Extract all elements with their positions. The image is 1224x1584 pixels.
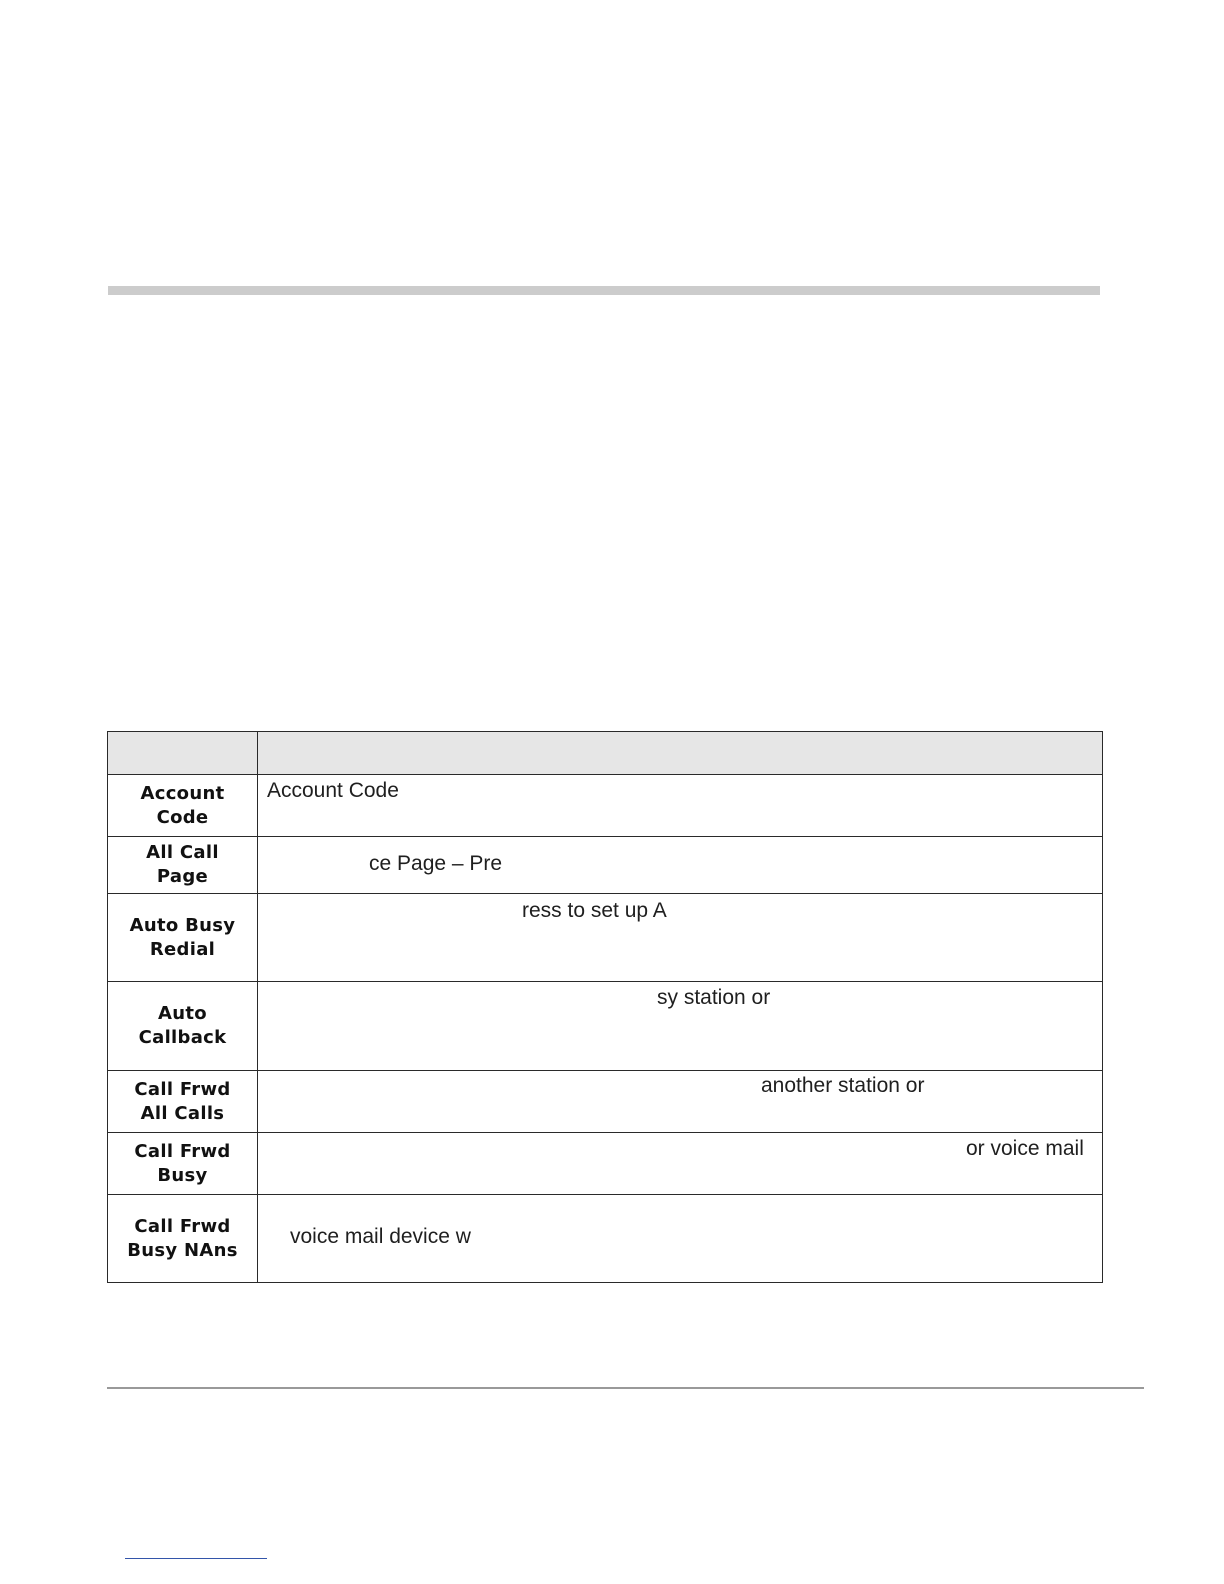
feature-key-line: Callback: [138, 1027, 227, 1048]
table-header-cell-key: [108, 732, 258, 775]
feature-key-cell: [108, 1071, 258, 1133]
feature-description-cell: [258, 837, 1103, 894]
feature-description-text: sy station or: [657, 986, 771, 1009]
table-row: [108, 894, 1103, 982]
table-header-row: [108, 732, 1103, 775]
table-row: [108, 982, 1103, 1071]
feature-description-cell: [258, 1195, 1103, 1283]
feature-description-cell: [258, 1133, 1103, 1195]
footer-divider-line: [107, 1387, 1144, 1389]
feature-key-line: Call Frwd: [134, 1078, 231, 1100]
feature-key-cell: [108, 982, 258, 1071]
feature-description-cell: [258, 894, 1103, 982]
feature-key-table: [107, 731, 1103, 1283]
feature-description-cell: [258, 982, 1103, 1071]
feature-description-text: Account Code: [267, 779, 399, 802]
feature-key-cell: [108, 1133, 258, 1195]
feature-description-text: ce Page – Pre: [369, 852, 503, 875]
feature-key-line: Redial: [149, 938, 216, 960]
feature-key-line: Call Frwd: [134, 1215, 231, 1237]
feature-key-line: Account: [140, 782, 225, 804]
table-row: [108, 1195, 1103, 1283]
table-row: [108, 775, 1103, 837]
footer-link-underline[interactable]: [125, 1558, 267, 1559]
feature-description-text: another station or: [761, 1074, 925, 1097]
table-row: [108, 837, 1103, 894]
feature-key-line: Busy: [157, 1164, 208, 1186]
feature-key-line: Call Frwd: [134, 1140, 231, 1162]
feature-key-cell: [108, 837, 258, 894]
feature-key-cell: [108, 1195, 258, 1283]
feature-key-cell: [108, 894, 258, 982]
table-row: [108, 1071, 1103, 1133]
feature-key-line: Page: [156, 866, 209, 887]
table-header-cell-description: [258, 732, 1103, 775]
feature-description-text: voice mail device w: [290, 1225, 471, 1248]
feature-description-text: ress to set up A: [522, 899, 667, 922]
feature-description-cell: [258, 775, 1103, 837]
feature-key-line: Auto Busy: [129, 914, 236, 936]
feature-key-line: All Calls: [140, 1102, 225, 1124]
feature-key-line: All Call: [146, 842, 219, 863]
section-divider-bar: [108, 286, 1100, 295]
feature-key-line: Busy NAns: [127, 1239, 238, 1261]
feature-description-text: or voice mail: [966, 1137, 1084, 1160]
table-row: [108, 1133, 1103, 1195]
feature-key-line: Code: [156, 806, 209, 828]
feature-key-line: Auto: [158, 1003, 207, 1024]
feature-key-cell: [108, 775, 258, 837]
feature-description-cell: [258, 1071, 1103, 1133]
